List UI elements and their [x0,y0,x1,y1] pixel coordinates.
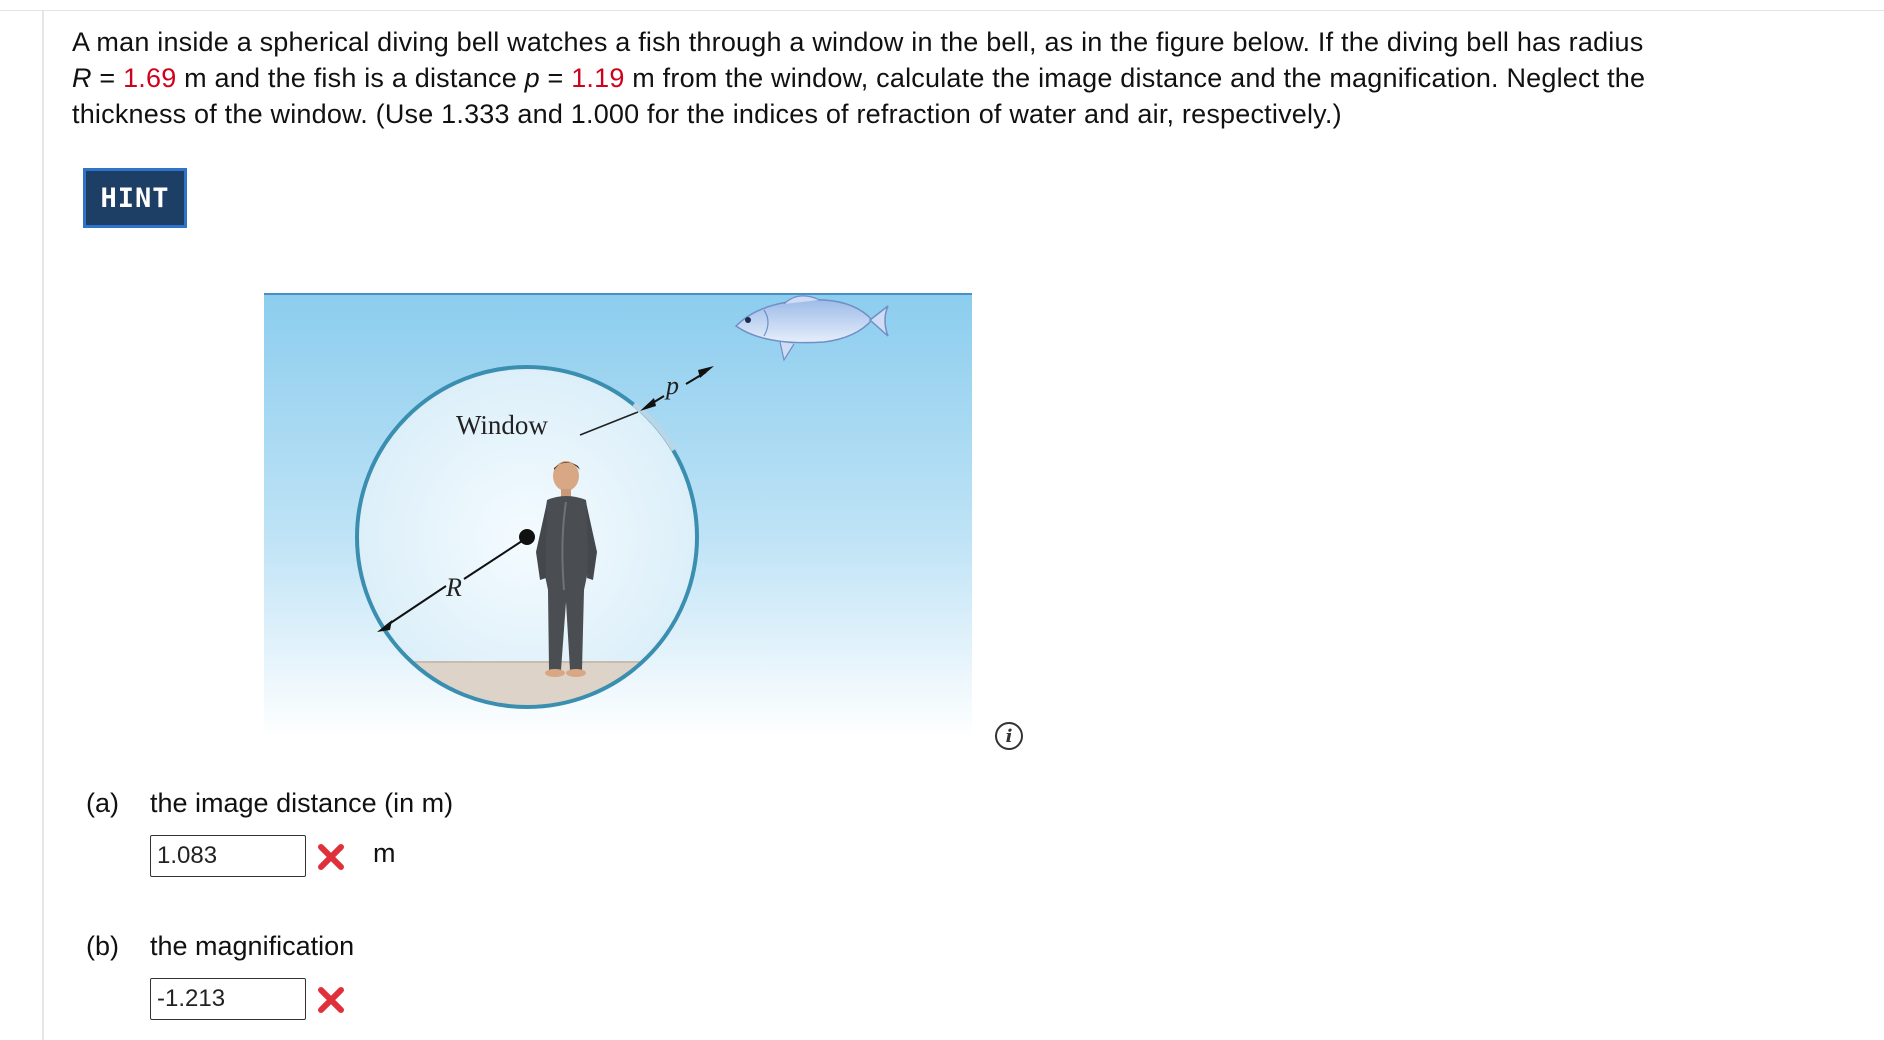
part-a-answer-input[interactable] [150,835,306,877]
equals-sign: = [539,63,572,93]
incorrect-icon [316,842,346,872]
part-a-unit: m [373,838,396,868]
problem-statement [72,24,1832,132]
problem-text-line1: A man inside a spherical diving bell watches a fish through a window in the bell, as in the figure below. If the diving bell has radius [72,27,1644,57]
distance-value: 1.19 [571,63,625,93]
distance-variable: p [524,63,540,93]
figure-illustration [264,290,972,738]
diving-bell-figure [264,290,972,738]
part-b-answer-input[interactable] [150,978,306,1020]
equals-sign: = [91,63,124,93]
hint-button[interactable]: HINT [83,168,187,228]
radius-label: R [446,573,462,602]
problem-text-mid2: m from the window, calculate the image distance and the magnification. Neglect the [624,63,1646,93]
incorrect-icon [316,985,346,1015]
part-a-label [86,787,453,819]
part-b-label [86,930,354,962]
part-b-prompt: the magnification [150,931,355,961]
info-icon[interactable]: i [995,722,1023,750]
top-divider [0,10,1884,11]
problem-text-mid1: m and the fish is a distance [176,63,525,93]
window-label: Window [456,410,548,440]
problem-text-line3: thickness of the window. (Use 1.333 and 1.000 for the indices of refraction of water and air, respectively.) [72,99,1342,129]
radius-value: 1.69 [123,63,177,93]
distance-label: p [666,371,679,400]
part-b-letter: (b) [86,931,119,961]
part-a-letter: (a) [86,788,119,818]
part-a-prompt: the image distance (in m) [150,788,454,818]
radius-variable: R [72,63,92,93]
left-divider [42,10,44,1040]
